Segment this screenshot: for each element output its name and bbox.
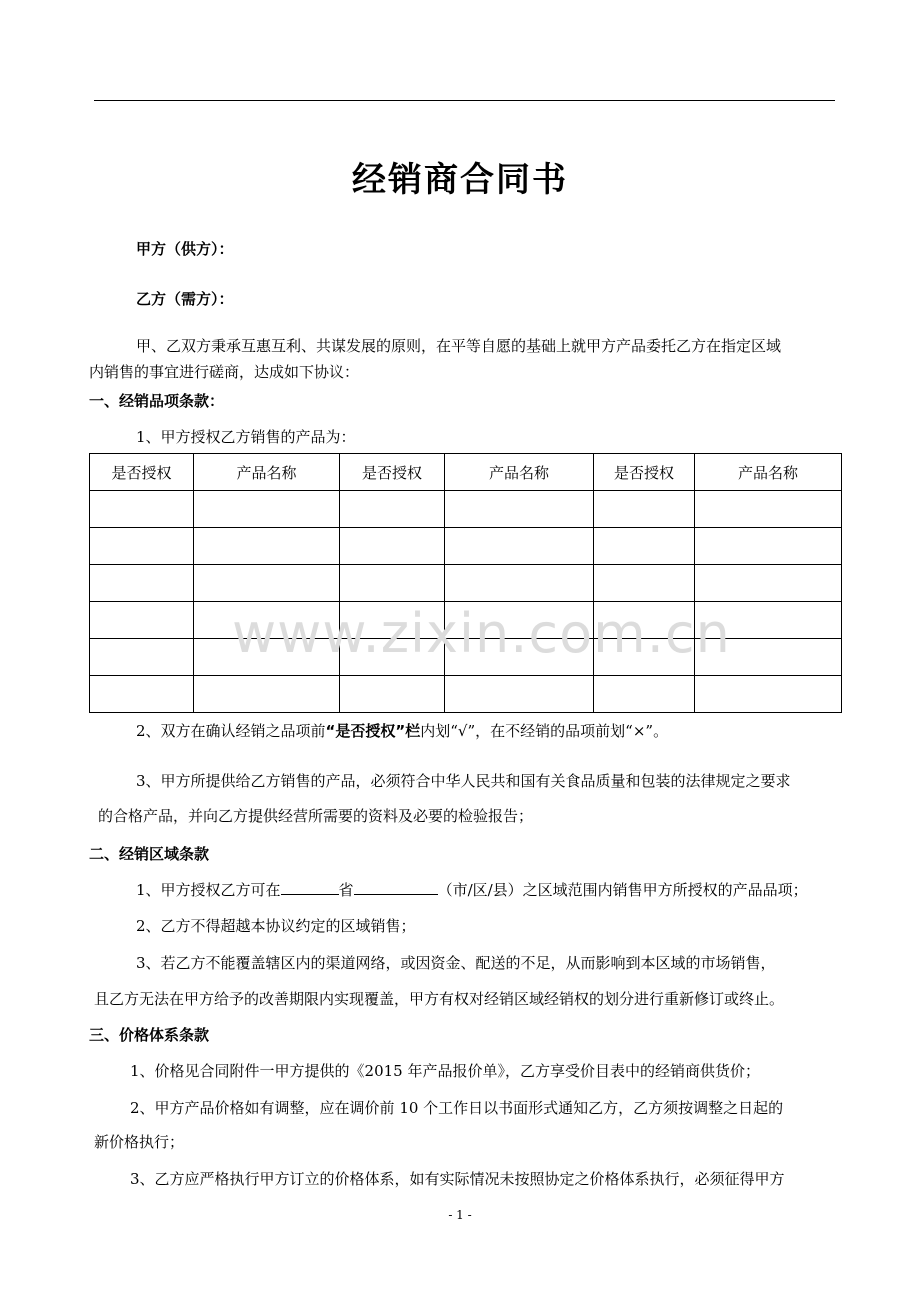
table-cell[interactable] [90, 528, 194, 565]
section2-item3-line2: 且乙方无法在甲方给予的改善期限内实现覆盖，甲方有权对经销区域经销权的划分进行重新修订或终止。 [94, 990, 785, 1008]
table-cell[interactable] [90, 565, 194, 602]
table-cell[interactable] [340, 676, 445, 713]
section2-item3-line1: 3、若乙方不能覆盖辖区内的渠道网络，或因资金、配送的不足，从而影响到本区域的市场销售， [136, 954, 776, 972]
table-row [90, 565, 842, 602]
table-row [90, 528, 842, 565]
table-cell[interactable] [594, 565, 695, 602]
table-cell[interactable] [695, 565, 842, 602]
table-row [90, 491, 842, 528]
table-cell[interactable] [194, 528, 340, 565]
table-cell[interactable] [194, 491, 340, 528]
table-cell[interactable] [445, 565, 594, 602]
table-cell[interactable] [695, 491, 842, 528]
table-cell[interactable] [90, 676, 194, 713]
page-number: - 1 - [448, 1208, 472, 1222]
table-cell[interactable] [594, 528, 695, 565]
table-cell[interactable] [90, 639, 194, 676]
province-blank[interactable] [281, 880, 339, 895]
table-cell[interactable] [594, 676, 695, 713]
section3-item2-line1: 2、甲方产品价格如有调整，应在调价前 10 个工作日以书面形式通知乙方，乙方须按调整之日起的 [130, 1099, 784, 1117]
table-cell[interactable] [340, 528, 445, 565]
section1-item2-prefix: 2、双方在确认经销之品项前 [136, 722, 326, 740]
section1-item2-suffix: 内划“√”，在不经销的品项前划“×”。 [420, 722, 669, 740]
section1-item3-line2: 的合格产品，并向乙方提供经营所需要的资料及必要的检验报告； [98, 807, 534, 825]
section2-item1 [136, 879, 808, 900]
header-rule [94, 100, 835, 101]
table-cell[interactable] [445, 491, 594, 528]
header-authorized: 是否授权 [90, 454, 194, 491]
document-title: 经销商合同书 [352, 160, 568, 200]
section1-item2-bold: “是否授权”栏 [325, 722, 421, 740]
table-cell[interactable] [695, 528, 842, 565]
section2-item1-suffix: （市/区/县）之区域范围内销售甲方所授权的产品品项； [437, 881, 808, 899]
section2-item2: 2、乙方不得超越本协议约定的区域销售； [136, 917, 416, 935]
table-cell[interactable] [194, 676, 340, 713]
section2-item1-province: 省 [338, 881, 354, 899]
party-a-label: 甲方（供方）： [136, 240, 234, 258]
table-header-row [90, 454, 842, 491]
section3-item2-line2: 新价格执行； [94, 1133, 185, 1151]
section2-item1-prefix: 1、甲方授权乙方可在 [136, 881, 281, 899]
header-product-name: 产品名称 [445, 454, 594, 491]
watermark-text: www.zixin.com.cn [232, 602, 731, 665]
header-authorized: 是否授权 [594, 454, 695, 491]
table-cell[interactable] [445, 676, 594, 713]
section2-heading: 二、经销区域条款 [89, 845, 210, 863]
table-cell[interactable] [594, 491, 695, 528]
city-blank[interactable] [354, 880, 438, 895]
table-cell[interactable] [90, 602, 194, 639]
section1-item3-line1: 3、甲方所提供给乙方销售的产品，必须符合中华人民共和国有关食品质量和包装的法律规定之要求 [136, 772, 791, 790]
section3-heading: 三、价格体系条款 [89, 1026, 210, 1044]
table-cell[interactable] [695, 676, 842, 713]
section3-item3-line1: 3、乙方应严格执行甲方订立的价格体系，如有实际情况未按照协定之价格体系执行，必须征得甲方 [130, 1170, 785, 1188]
section3-item1: 1、价格见合同附件一甲方提供的《2015 年产品报价单》，乙方享受价目表中的经销商供货价； [130, 1062, 760, 1080]
header-authorized: 是否授权 [340, 454, 445, 491]
header-product-name: 产品名称 [194, 454, 340, 491]
table-cell[interactable] [445, 528, 594, 565]
table-row [90, 676, 842, 713]
product-authorization-table [89, 453, 842, 713]
intro-line-2: 内销售的事宜进行磋商，达成如下协议： [89, 363, 360, 381]
intro-line-1: 甲、乙双方秉承互惠互利、共谋发展的原则，在平等自愿的基础上就甲方产品委托乙方在指定区域 [136, 337, 782, 355]
table-cell[interactable] [194, 565, 340, 602]
section1-item1: 1、甲方授权乙方销售的产品为： [136, 428, 356, 446]
table-cell[interactable] [90, 491, 194, 528]
party-b-label: 乙方（需方）： [136, 290, 234, 308]
header-product-name: 产品名称 [695, 454, 842, 491]
table-cell[interactable] [340, 491, 445, 528]
section1-heading: 一、经销品项条款： [89, 392, 225, 410]
section1-item2 [136, 720, 668, 741]
table-cell[interactable] [340, 565, 445, 602]
